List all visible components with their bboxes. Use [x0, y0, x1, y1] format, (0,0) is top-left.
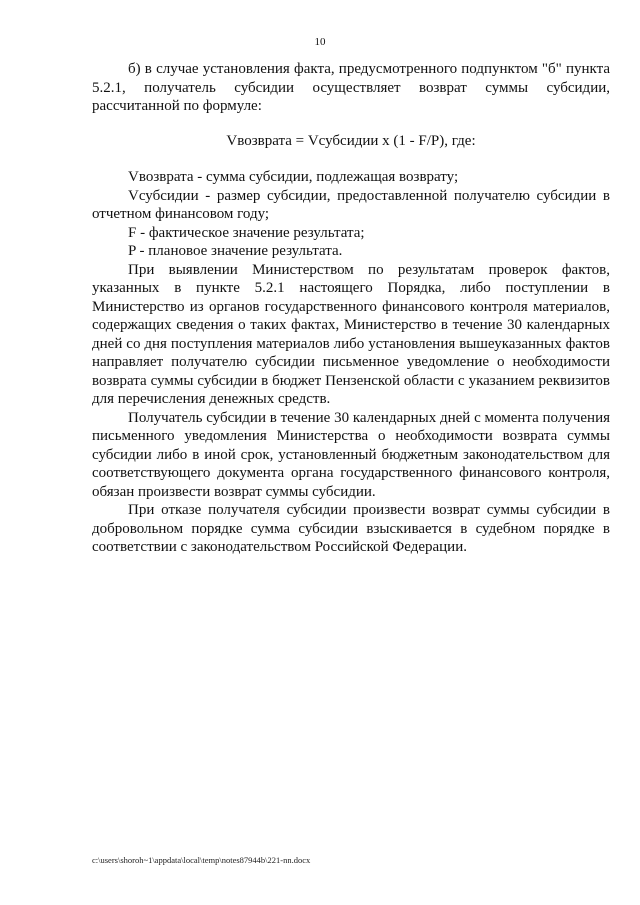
definition-f: F - фактическое значение результата;	[128, 224, 365, 241]
paragraph-subpoint-b: б) в случае установления факта, предусмотренного подпунктом "б" пункта 5.2.1, получатель субсидии осуществляет возврат суммы субсидии, рассчитанной по формуле:	[92, 61, 610, 114]
refund-formula: Vвозврата = Vсубсидии x (1 - F/P), где:	[226, 132, 476, 149]
paragraph-court-recovery: При отказе получателя субсидии произвести возврат суммы субсидии в добровольном порядке сумма субсидии взыскивается в судебном порядке в соответствии с законодательством Российской Федерации.	[92, 502, 610, 555]
definition-p: P - плановое значение результата.	[128, 243, 343, 259]
page-number: 10	[314, 36, 326, 48]
footer-file-path: c:\users\shoroh~1\appdata\local\temp\notes87944b\221-nn.docx	[92, 855, 311, 865]
paragraph-recipient-refund: Получатель субсидии в течение 30 календарных дней с момента получения письменного уведомления Министерства о необходимости возврата суммы субсидии либо в иной срок, установленный бюджетным законодательством для соответствующего документа органа государственного финансового контроля, обязан произвести возврат суммы субсидии.	[92, 409, 610, 500]
document-body	[92, 60, 610, 557]
paragraph-ministry-notice: При выявлении Министерством по результатам проверок фактов, указанных в пункте 5.2.1 настоящего Порядка, либо поступлении в Министерство из органов государственного финансового контроля материалов, содержащих сведения о таких фактах, Министерство в течение 30 календарных дней со дня поступления материалов либо установления вышеуказанных фактов направляет получателю субсидии письменное уведомление о необходимости возврата суммы субсидии в бюджет Пензенской области с указанием реквизитов для перечисления денежных средств.	[92, 261, 610, 407]
definition-v-subsidy: Vсубсидии - размер субсидии, предоставленной получателю субсидии в отчетном финансовом году;	[92, 187, 610, 222]
definition-v-refund: Vвозврата - сумма субсидии, подлежащая возврату;	[128, 169, 459, 185]
